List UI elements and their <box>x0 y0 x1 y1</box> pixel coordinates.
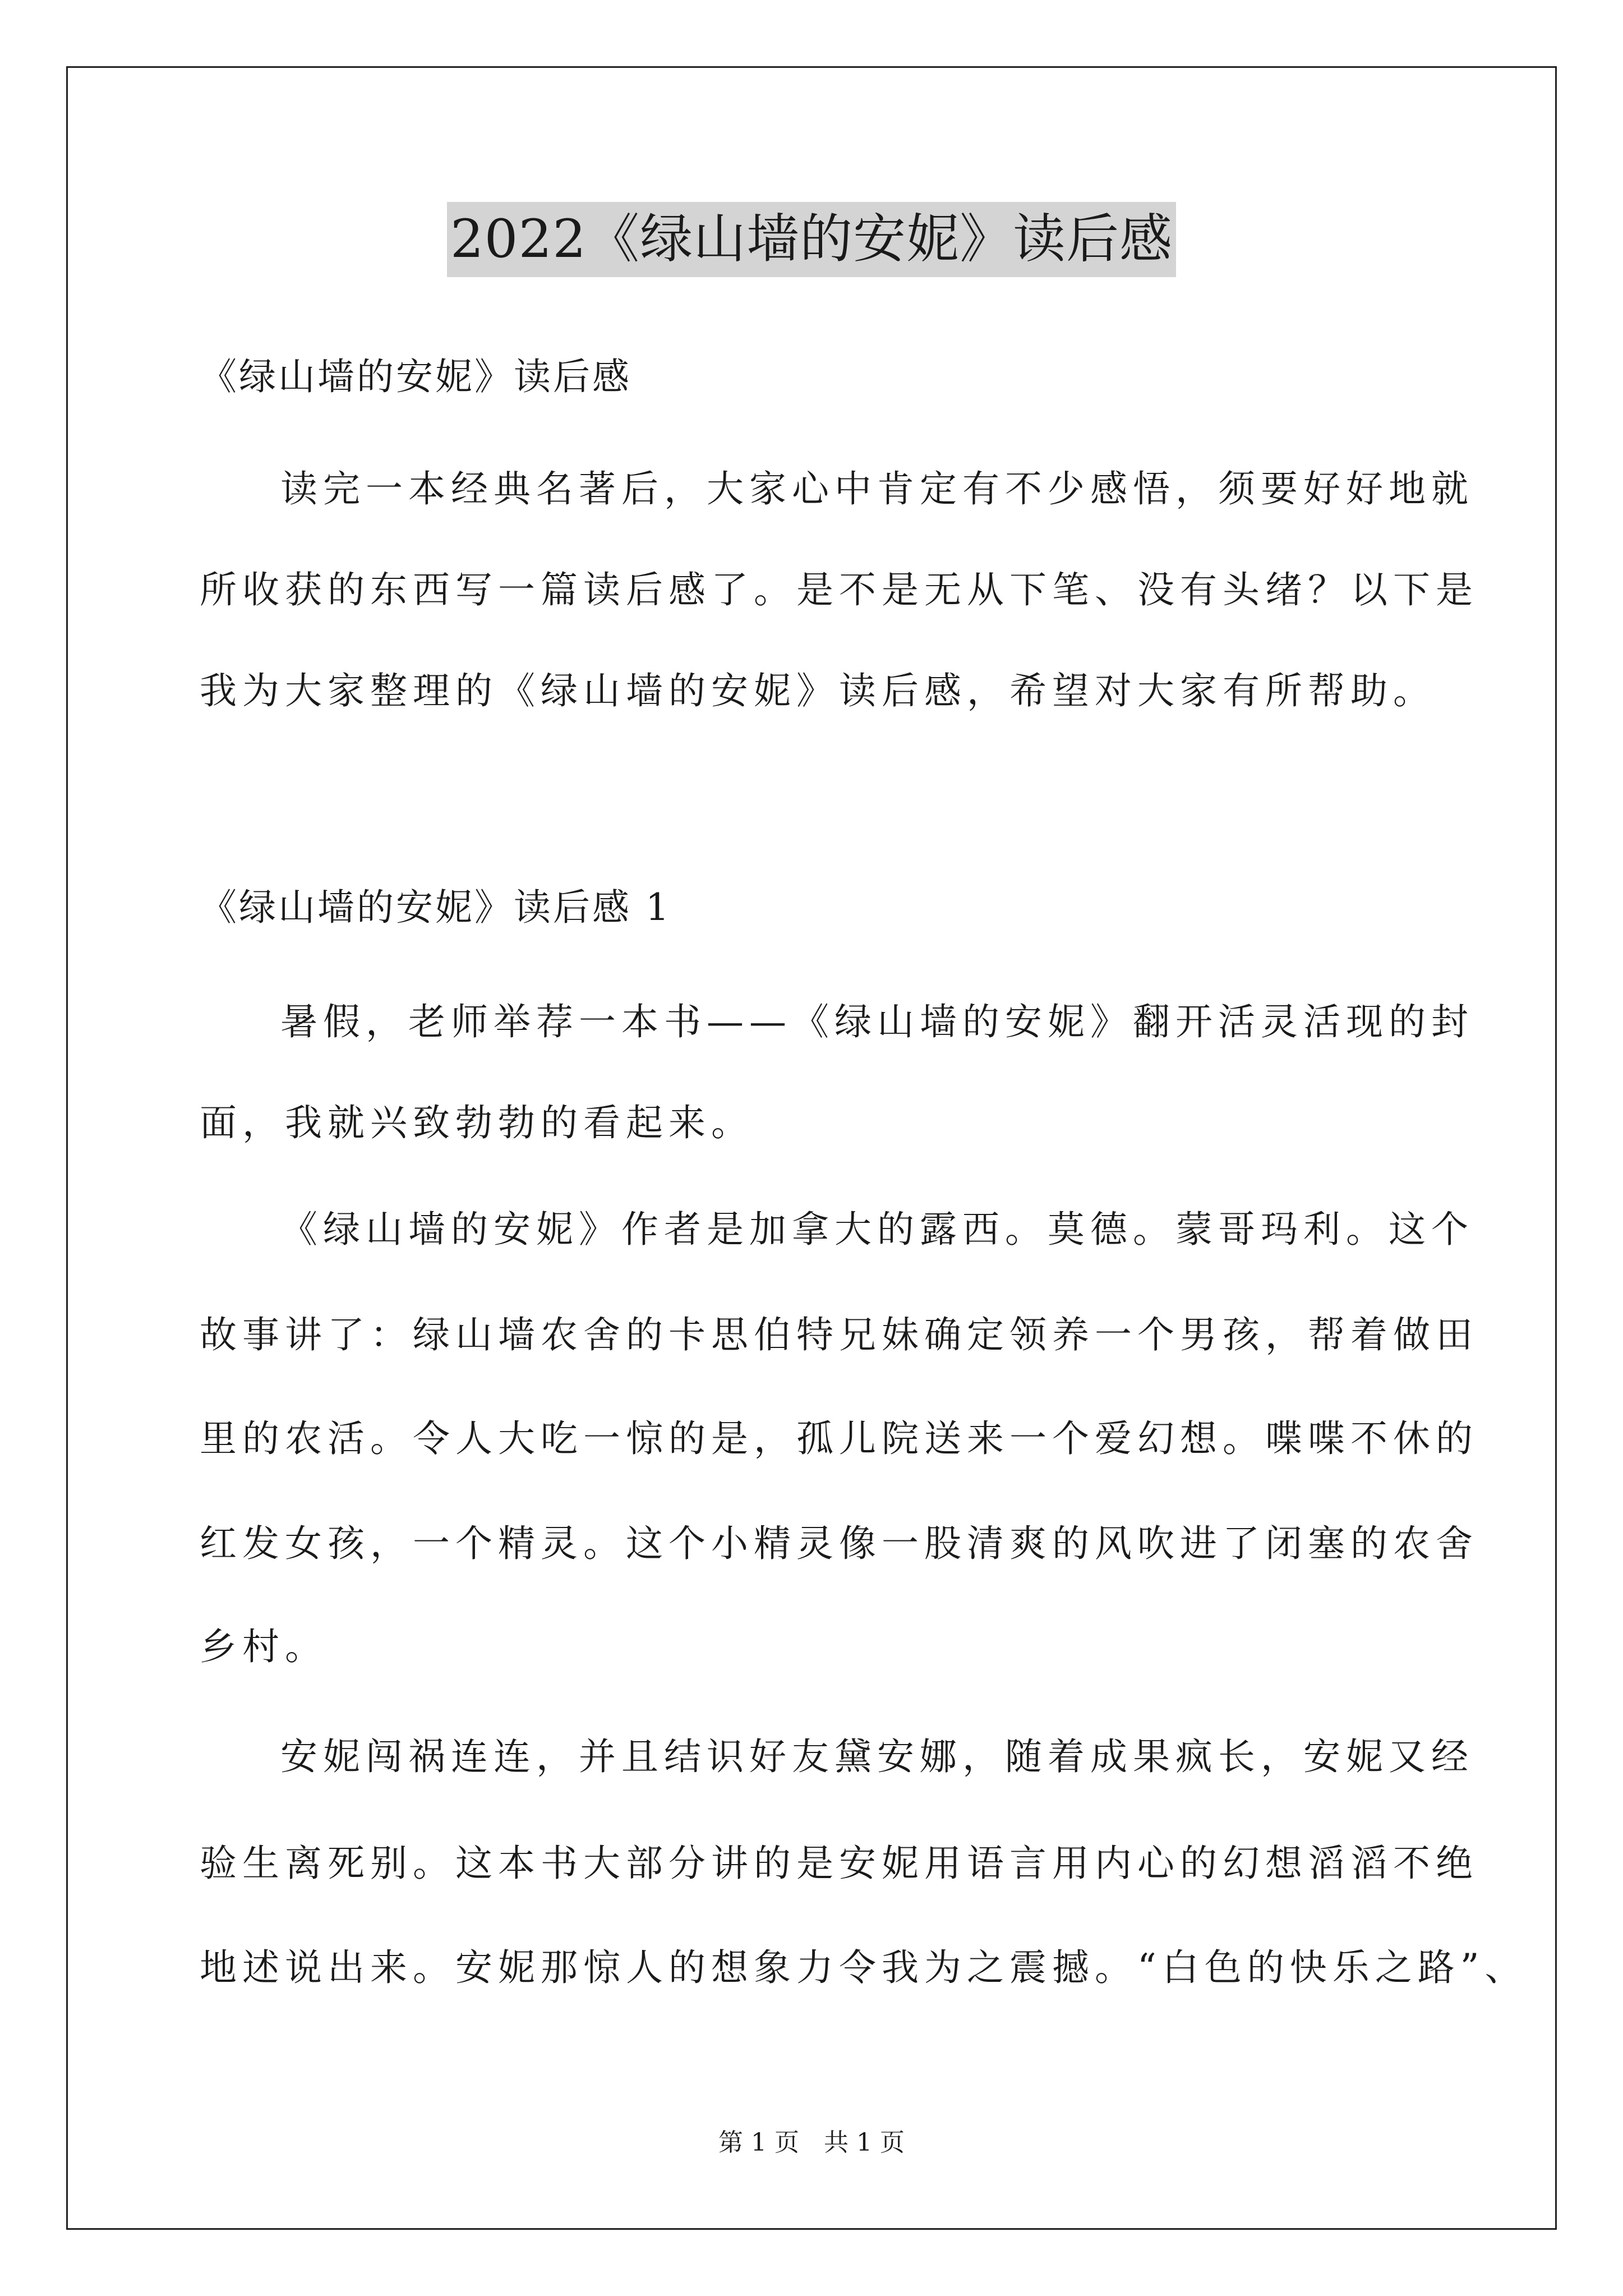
body-line-4: 故事讲了：绿山墙农舍的卡思伯特兄妹确定领养一个男孩，帮着做田 <box>200 1313 1478 1356</box>
body-line-7: 乡村。 <box>200 1625 328 1668</box>
body-line-9: 验生离死别。这本书大部分讲的是安妮用语言用内心的幻想滔滔不绝 <box>200 1842 1478 1885</box>
title-container <box>0 202 1623 277</box>
section-heading: 《绿山墙的安妮》读后感 1 <box>200 886 671 929</box>
subtitle: 《绿山墙的安妮》读后感 <box>200 355 631 398</box>
body-line-2: 面，我就兴致勃勃的看起来。 <box>200 1101 754 1144</box>
document-title: 2022《绿山墙的安妮》读后感 <box>447 202 1176 277</box>
body-line-5: 里的农活。令人大吃一惊的是，孤儿院送来一个爱幻想。喋喋不休的 <box>200 1417 1478 1460</box>
intro-line-1: 读完一本经典名著后，大家心中肯定有不少感悟，须要好好地就 <box>280 467 1474 510</box>
page-footer: 第 1 页 共 1 页 <box>718 2128 905 2157</box>
body-line-1: 暑假，老师举荐一本书——《绿山墙的安妮》翻开活灵活现的封 <box>280 1000 1474 1043</box>
intro-line-3: 我为大家整理的《绿山墙的安妮》读后感，希望对大家有所帮助。 <box>200 669 1436 712</box>
body-line-8: 安妮闯祸连连，并且结识好友黛安娜，随着成果疯长，安妮又经 <box>280 1735 1474 1778</box>
body-line-10: 地述说出来。安妮那惊人的想象力令我为之震撼。“白色的快乐之路”、 <box>200 1946 1528 1989</box>
intro-line-2: 所收获的东西写一篇读后感了。是不是无从下笔、没有头绪？以下是 <box>200 568 1478 611</box>
body-line-6: 红发女孩，一个精灵。这个小精灵像一股清爽的风吹进了闭塞的农舍 <box>200 1522 1478 1565</box>
body-line-3: 《绿山墙的安妮》作者是加拿大的露西。莫德。蒙哥玛利。这个 <box>280 1208 1474 1251</box>
